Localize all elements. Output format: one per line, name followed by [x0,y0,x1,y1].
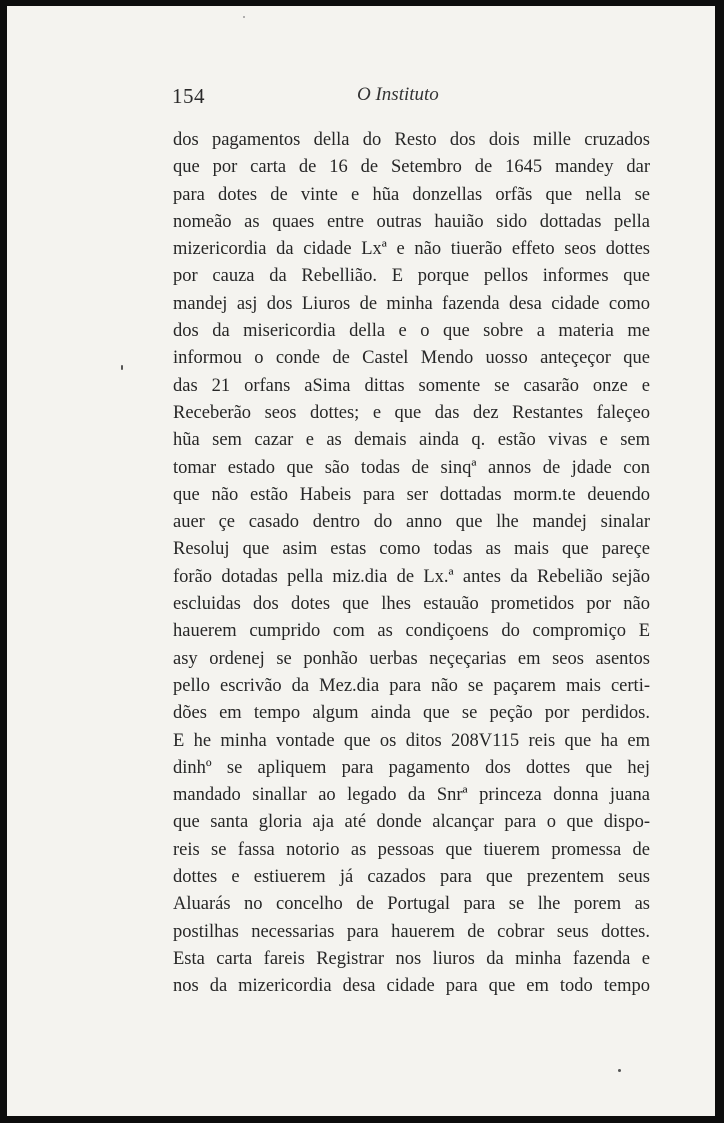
text-line: Esta carta fareis Registrar nos liuros da minha fazenda e [173,948,650,969]
book-page [7,6,715,1116]
text-line: para dotes de vinte e hũa donzellas orfãs que nella se [173,184,650,205]
text-line: que por carta de 16 de Setembro de 1645 mandey dar [173,157,650,178]
text-line: Receberão seos dottes; e que das dez Restantes faleçeo [173,402,650,423]
text-line: das 21 orfans aSima dittas somente se casarão onze e [173,375,650,396]
text-line: hauerem cumprido com as condiçoens do compromiço E [173,621,650,642]
body-text [173,127,650,1001]
text-line: que santa gloria aja até donde alcançar para o que dispo- [173,812,650,833]
margin-speck [618,1069,621,1072]
margin-speck [121,365,123,370]
running-title: O Instituto [357,84,439,105]
text-line: pello escrivão da Mez.dia para não se paçarem mais certi- [173,675,650,696]
text-line: dinhº se apliquem para pagamento dos dottes que hej [173,757,650,778]
text-line: asy ordenej se ponhão uerbas neçeçarias em seos asentos [173,648,650,669]
text-line: dos pagamentos della do Resto dos dois mille cruzados [173,130,650,150]
text-line: mandado sinallar ao legado da Snrª princeza donna juana [173,785,650,806]
text-line: escluidas dos dotes que lhes estauão prometidos por não [173,594,650,615]
text-line: informou o conde de Castel Mendo uosso anteçeçor que [173,348,650,369]
text-line: Aluarás no concelho de Portugal para se lhe porem as [173,894,650,915]
text-line: Resoluj que asim estas como todas as mais que pareçe [173,539,650,560]
text-line: dos da misericordia della e o que sobre a materia me [173,321,650,342]
text-line: dões em tempo algum ainda que se peção por perdidos. [173,703,650,724]
text-line: hũa sem cazar e as demais ainda q. estão vivas e sem [173,430,650,451]
text-line: tomar estado que são todas de sinqª annos de jdade con [173,457,650,478]
margin-speck [243,16,245,18]
page-number: 154 [172,84,205,108]
text-line: por cauza da Rebellião. E porque pellos informes que [173,266,650,287]
text-line: nos da mizericordia desa cidade para que em todo tempo [173,976,650,997]
text-line: dottes e estiuerem já cazados para que prezentem seus [173,867,650,888]
text-line: mandej asj dos Liuros de minha fazenda desa cidade como [173,293,650,314]
text-line: auer çe casado dentro do anno que lhe mandej sinalar [173,512,650,533]
text-line: nomeão as quaes entre outras hauião sido dottadas pella [173,211,650,232]
text-line: que não estão Habeis para ser dottadas morm.te deuendo [173,484,650,505]
text-line: postilhas necessarias para hauerem de cobrar seus dottes. [173,921,650,942]
text-line: reis se fassa notorio as pessoas que tiuerem promessa de [173,839,650,860]
text-line: forão dotadas pella miz.dia de Lx.ª antes da Rebelião sejão [173,566,650,587]
text-line: E he minha vontade que os ditos 208V115 reis que ha em [173,730,650,751]
text-line: mizericordia da cidade Lxª e não tiuerão effeto seos dottes [173,239,650,260]
running-head [7,84,715,110]
